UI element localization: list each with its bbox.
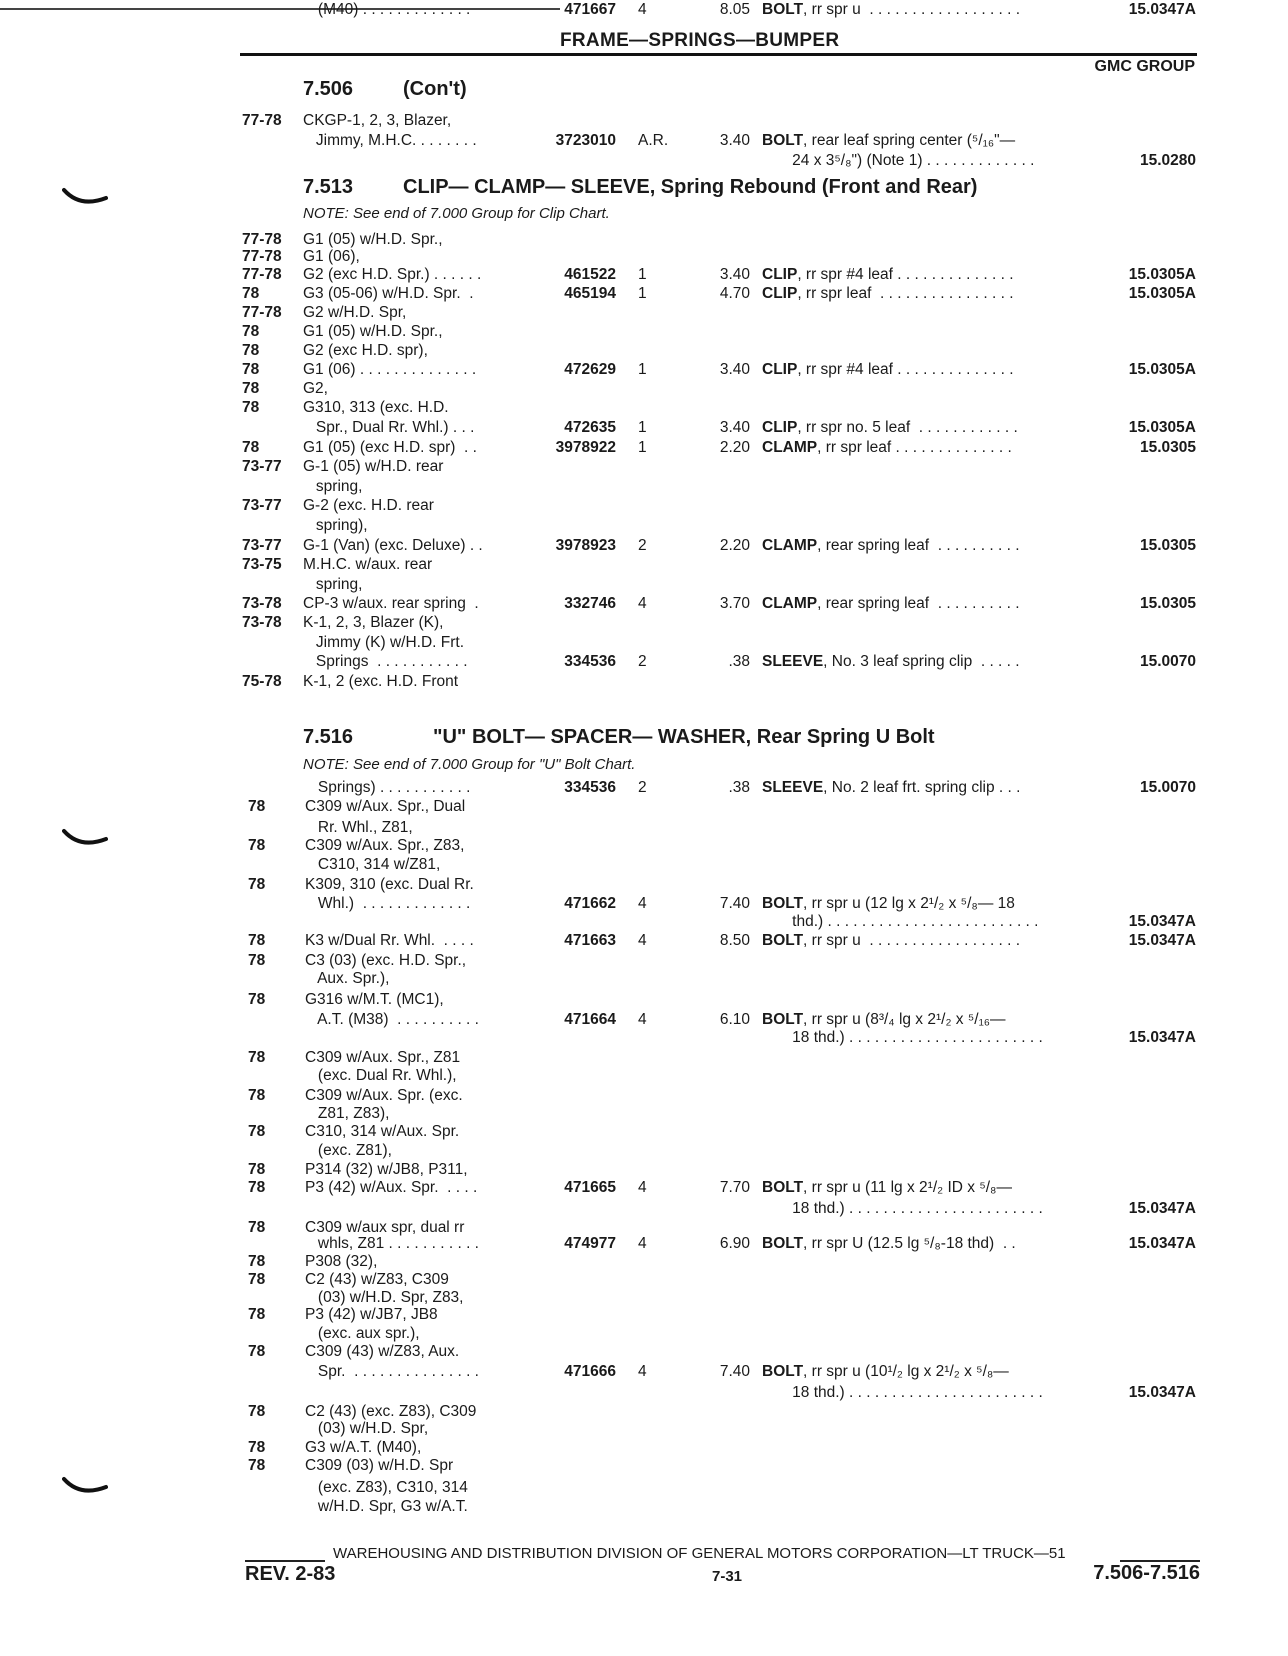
quantity: 1 <box>638 361 647 378</box>
application: (exc. aux spr.), <box>305 1325 420 1342</box>
labor-hours: 6.90 <box>719 1235 750 1252</box>
labor-hours: 4.70 <box>719 285 750 302</box>
year: 78 <box>248 1123 266 1140</box>
year: 78 <box>248 837 266 854</box>
application: K309, 310 (exc. Dual Rr. <box>305 876 474 893</box>
year: 78 <box>248 952 266 969</box>
year: 78 <box>242 439 260 456</box>
application: G1 (05) w/H.D. Spr., <box>303 323 443 340</box>
description: SLEEVE, No. 2 leaf frt. spring clip . . . <box>762 779 1021 796</box>
labor-hours: 3.40 <box>719 361 750 378</box>
part-number: 334536 <box>564 779 616 796</box>
part-number: 465194 <box>564 285 616 302</box>
description: BOLT, rr spr u (11 lg x 2¹/₂ ID x ⁵/₈— <box>762 1179 1012 1196</box>
page-title: FRAME—SPRINGS—BUMPER <box>560 30 840 51</box>
application: G1 (06), <box>303 248 360 265</box>
application: Springs) . . . . . . . . . . . <box>305 779 471 796</box>
footer-publisher: WAREHOUSING AND DISTRIBUTION DIVISION OF GENERAL MOTORS CORPORATION—LT TRUCK—51 <box>333 1545 1066 1562</box>
part-number: 332746 <box>564 595 616 612</box>
catalog-number: 15.0347A <box>1128 932 1196 949</box>
quantity: 4 <box>638 1179 647 1196</box>
part-number: 474977 <box>564 1235 616 1252</box>
catalog-number: 15.0347A <box>1128 1 1196 18</box>
application: G-1 (05) w/H.D. rear <box>303 458 444 475</box>
year: 75-78 <box>242 673 282 690</box>
quantity: 4 <box>638 932 647 949</box>
application: P3 (42) w/JB7, JB8 <box>305 1306 438 1323</box>
catalog-number: 15.0305 <box>1139 537 1196 554</box>
year: 78 <box>248 1403 266 1420</box>
application: spring), <box>303 517 368 534</box>
part-number: 471667 <box>564 1 616 18</box>
quantity: 4 <box>638 1 647 18</box>
section-number: 7.516 <box>303 726 354 748</box>
application: CKGP-1, 2, 3, Blazer, <box>303 112 452 129</box>
year: 78 <box>242 361 260 378</box>
quantity: 1 <box>638 285 647 302</box>
labor-hours: 3.40 <box>719 132 750 149</box>
description: BOLT, rr spr u . . . . . . . . . . . . . . . . . . <box>762 1 1021 18</box>
quantity: 4 <box>638 1011 647 1028</box>
application: G1 (05) (exc H.D. spr) . . <box>303 439 477 456</box>
labor-hours: .38 <box>728 779 750 796</box>
application: G316 w/M.T. (MC1), <box>305 991 444 1008</box>
labor-hours: 3.70 <box>719 595 750 612</box>
quantity: 2 <box>638 653 647 670</box>
year: 77-78 <box>242 112 282 129</box>
application: A.T. (M38) . . . . . . . . . . <box>305 1011 479 1028</box>
application: K-1, 2, 3, Blazer (K), <box>303 614 444 631</box>
catalog-number: 15.0280 <box>1139 152 1196 169</box>
year: 73-77 <box>242 458 282 475</box>
year: 78 <box>248 1049 266 1066</box>
year: 77-78 <box>242 248 282 265</box>
footer-rule-left <box>245 1560 325 1562</box>
labor-hours: 7.70 <box>719 1179 750 1196</box>
application: (03) w/H.D. Spr, Z83, <box>305 1289 464 1306</box>
quantity: 2 <box>638 779 647 796</box>
labor-hours: 2.20 <box>719 537 750 554</box>
year: 78 <box>248 1271 266 1288</box>
section-title: "U" BOLT— SPACER— WASHER, Rear Spring U Bolt <box>433 726 935 748</box>
year: 78 <box>248 1219 266 1236</box>
group-label: GMC GROUP <box>1094 58 1195 75</box>
application: C2 (43) w/Z83, C309 <box>305 1271 449 1288</box>
application: P308 (32), <box>305 1253 378 1270</box>
catalog-number: 15.0070 <box>1139 653 1196 670</box>
application: G3 (05-06) w/H.D. Spr. . <box>303 285 474 302</box>
description: BOLT, rr spr U (12.5 lg ⁵/₈-18 thd) . . <box>762 1235 1016 1252</box>
section-title: CLIP— CLAMP— SLEEVE, Spring Rebound (Front and Rear) <box>403 176 978 198</box>
application: Z81, Z83), <box>305 1105 390 1122</box>
part-number: 3723010 <box>555 132 616 149</box>
year: 78 <box>248 932 266 949</box>
application: G2 w/H.D. Spr, <box>303 304 407 321</box>
description: CLIP, rr spr leaf . . . . . . . . . . . . . . . . <box>762 285 1014 302</box>
part-number: 471662 <box>564 895 616 912</box>
application: C309 w/Aux. Spr., Dual <box>305 798 466 815</box>
description: 18 thd.) . . . . . . . . . . . . . . . . . . . . . . . <box>762 1384 1043 1401</box>
year: 78 <box>248 1439 266 1456</box>
application: C310, 314 w/Z81, <box>305 856 441 873</box>
year: 73-77 <box>242 537 282 554</box>
description: CLIP, rr spr #4 leaf . . . . . . . . . . . . . . <box>762 266 1014 283</box>
catalog-number: 15.0305A <box>1128 266 1196 283</box>
labor-hours: 8.50 <box>719 932 750 949</box>
year: 78 <box>242 342 260 359</box>
application: K-1, 2 (exc. H.D. Front <box>303 673 459 690</box>
description: 18 thd.) . . . . . . . . . . . . . . . . . . . . . . . <box>762 1029 1043 1046</box>
quantity: 1 <box>638 266 647 283</box>
application: Jimmy (K) w/H.D. Frt. <box>303 634 465 651</box>
labor-hours: 3.40 <box>719 266 750 283</box>
year: 73-77 <box>242 497 282 514</box>
application: G3 w/A.T. (M40), <box>305 1439 422 1456</box>
catalog-number: 15.0347A <box>1128 913 1196 930</box>
year: 78 <box>242 323 260 340</box>
quantity: 4 <box>638 895 647 912</box>
labor-hours: 7.40 <box>719 1363 750 1380</box>
application: M.H.C. w/aux. rear <box>303 556 433 573</box>
labor-hours: 8.05 <box>719 1 750 18</box>
description: BOLT, rr spr u (12 lg x 2¹/₂ x ⁵/₈— 18 <box>762 895 1015 912</box>
catalog-number: 15.0305 <box>1139 439 1196 456</box>
year: 78 <box>248 1087 266 1104</box>
application: P3 (42) w/Aux. Spr. . . . . <box>305 1179 478 1196</box>
footer-section-range: 7.506-7.516 <box>1093 1562 1200 1584</box>
year: 78 <box>242 380 260 397</box>
application: C309 (03) w/H.D. Spr <box>305 1457 454 1474</box>
year: 77-78 <box>242 304 282 321</box>
application: G2 (exc H.D. spr), <box>303 342 428 359</box>
part-number: 334536 <box>564 653 616 670</box>
footer-page-number: 7-31 <box>712 1568 743 1585</box>
year: 78 <box>248 1253 266 1270</box>
application: C309 w/Aux. Spr., Z81 <box>305 1049 461 1066</box>
labor-hours: 6.10 <box>719 1011 750 1028</box>
application: Springs . . . . . . . . . . . <box>303 653 468 670</box>
application: C309 w/aux spr, dual rr <box>305 1219 465 1236</box>
part-number: 461522 <box>564 266 616 283</box>
quantity: 4 <box>638 595 647 612</box>
application: CP-3 w/aux. rear spring . <box>303 595 479 612</box>
application: (exc. Z81), <box>305 1142 392 1159</box>
section-note: NOTE: See end of 7.000 Group for "U" Bolt Chart. <box>303 756 636 773</box>
footer-revision: REV. 2-83 <box>245 1563 336 1585</box>
binder-hole-mark <box>62 1475 108 1497</box>
quantity: 1 <box>638 419 647 436</box>
application: K3 w/Dual Rr. Whl. . . . . <box>305 932 474 949</box>
description: thd.) . . . . . . . . . . . . . . . . . . . . . . . . . <box>762 913 1039 930</box>
application: G2, <box>303 380 328 397</box>
application: G310, 313 (exc. H.D. <box>303 399 449 416</box>
application: G1 (05) w/H.D. Spr., <box>303 231 443 248</box>
description: BOLT, rr spr u . . . . . . . . . . . . . . . . . . <box>762 932 1021 949</box>
year: 78 <box>242 399 260 416</box>
application: C309 w/Aux. Spr. (exc. <box>305 1087 463 1104</box>
application: G1 (06) . . . . . . . . . . . . . . <box>303 361 477 378</box>
binder-hole-mark <box>62 827 108 849</box>
application: G2 (exc H.D. Spr.) . . . . . . <box>303 266 482 283</box>
catalog-number: 15.0305A <box>1128 285 1196 302</box>
application: P314 (32) w/JB8, P311, <box>305 1161 468 1178</box>
description: CLAMP, rear spring leaf . . . . . . . . . . <box>762 595 1020 612</box>
section-number: 7.506 <box>303 78 354 100</box>
part-number: 472635 <box>564 419 616 436</box>
catalog-number: 15.0305A <box>1128 419 1196 436</box>
year: 78 <box>242 285 260 302</box>
catalog-number: 15.0347A <box>1128 1029 1196 1046</box>
application: Jimmy, M.H.C. . . . . . . . <box>303 132 477 149</box>
description: 24 x 3⁵/₈") (Note 1) . . . . . . . . . . . . . <box>762 152 1035 169</box>
application: (03) w/H.D. Spr, <box>305 1420 429 1437</box>
quantity: 4 <box>638 1363 647 1380</box>
labor-hours: 3.40 <box>719 419 750 436</box>
catalog-number: 15.0305 <box>1139 595 1196 612</box>
description: BOLT, rear leaf spring center (⁵/₁₆"— <box>762 132 1016 149</box>
labor-hours: 2.20 <box>719 439 750 456</box>
year: 78 <box>248 798 266 815</box>
application: C309 (43) w/Z83, Aux. <box>305 1343 460 1360</box>
catalog-number: 15.0347A <box>1128 1384 1196 1401</box>
application: C2 (43) (exc. Z83), C309 <box>305 1403 477 1420</box>
part-number: 3978922 <box>555 439 616 456</box>
section-title: (Con't) <box>403 78 467 100</box>
binder-hole-mark <box>62 186 108 208</box>
year: 78 <box>248 1306 266 1323</box>
year: 73-78 <box>242 595 282 612</box>
part-number: 471666 <box>564 1363 616 1380</box>
quantity: A.R. <box>638 132 669 149</box>
labor-hours: .38 <box>728 653 750 670</box>
catalog-number: 15.0070 <box>1139 779 1196 796</box>
application: (exc. Z83), C310, 314 <box>305 1479 468 1496</box>
application: C309 w/Aux. Spr., Z83, <box>305 837 465 854</box>
year: 73-78 <box>242 614 282 631</box>
description: BOLT, rr spr u (10¹/₂ lg x 2¹/₂ x ⁵/₈— <box>762 1363 1009 1380</box>
year: 78 <box>248 1161 266 1178</box>
application: C310, 314 w/Aux. Spr. <box>305 1123 460 1140</box>
header-rule <box>240 53 1197 56</box>
application: spring, <box>303 478 363 495</box>
application: Whl.) . . . . . . . . . . . . . <box>305 895 471 912</box>
application: G-1 (Van) (exc. Deluxe) . . <box>303 537 483 554</box>
description: BOLT, rr spr u (8³/₄ lg x 2¹/₂ x ⁵/₁₆— <box>762 1011 1006 1028</box>
part-number: 471663 <box>564 932 616 949</box>
section-note: NOTE: See end of 7.000 Group for Clip Chart. <box>303 205 610 222</box>
part-number: 472629 <box>564 361 616 378</box>
application: Spr. . . . . . . . . . . . . . . . <box>305 1363 479 1380</box>
year: 78 <box>248 1179 266 1196</box>
year: 77-78 <box>242 266 282 283</box>
labor-hours: 7.40 <box>719 895 750 912</box>
year: 78 <box>248 876 266 893</box>
application: G-2 (exc. H.D. rear <box>303 497 434 514</box>
description: CLAMP, rear spring leaf . . . . . . . . . . <box>762 537 1020 554</box>
part-number: 471664 <box>564 1011 616 1028</box>
quantity: 2 <box>638 537 647 554</box>
application: C3 (03) (exc. H.D. Spr., <box>305 952 467 969</box>
description: SLEEVE, No. 3 leaf spring clip . . . . . <box>762 653 1020 670</box>
year: 78 <box>248 1457 266 1474</box>
year: 78 <box>248 991 266 1008</box>
description: CLIP, rr spr no. 5 leaf . . . . . . . . . . . . <box>762 419 1018 436</box>
part-number: 471665 <box>564 1179 616 1196</box>
catalog-number: 15.0347A <box>1128 1200 1196 1217</box>
application: whls, Z81 . . . . . . . . . . . <box>305 1235 479 1252</box>
section-number: 7.513 <box>303 176 354 198</box>
quantity: 4 <box>638 1235 647 1252</box>
description: CLIP, rr spr #4 leaf . . . . . . . . . . . . . . <box>762 361 1014 378</box>
part-number: 3978923 <box>555 537 616 554</box>
year: 78 <box>248 1343 266 1360</box>
year: 77-78 <box>242 231 282 248</box>
application: (exc. Dual Rr. Whl.), <box>305 1067 457 1084</box>
application: spring, <box>303 576 363 593</box>
top-scan-rule <box>0 8 560 10</box>
catalog-number: 15.0347A <box>1128 1235 1196 1252</box>
description: 18 thd.) . . . . . . . . . . . . . . . . . . . . . . . <box>762 1200 1043 1217</box>
description: CLAMP, rr spr leaf . . . . . . . . . . . . . . <box>762 439 1012 456</box>
year: 73-75 <box>242 556 282 573</box>
application: Rr. Whl., Z81, <box>305 819 413 836</box>
application: Aux. Spr.), <box>305 970 390 987</box>
quantity: 1 <box>638 439 647 456</box>
catalog-number: 15.0305A <box>1128 361 1196 378</box>
application: w/H.D. Spr, G3 w/A.T. <box>305 1498 468 1515</box>
application: Spr., Dual Rr. Whl.) . . . <box>303 419 475 436</box>
application: (M40) . . . . . . . . . . . . . <box>305 1 471 18</box>
